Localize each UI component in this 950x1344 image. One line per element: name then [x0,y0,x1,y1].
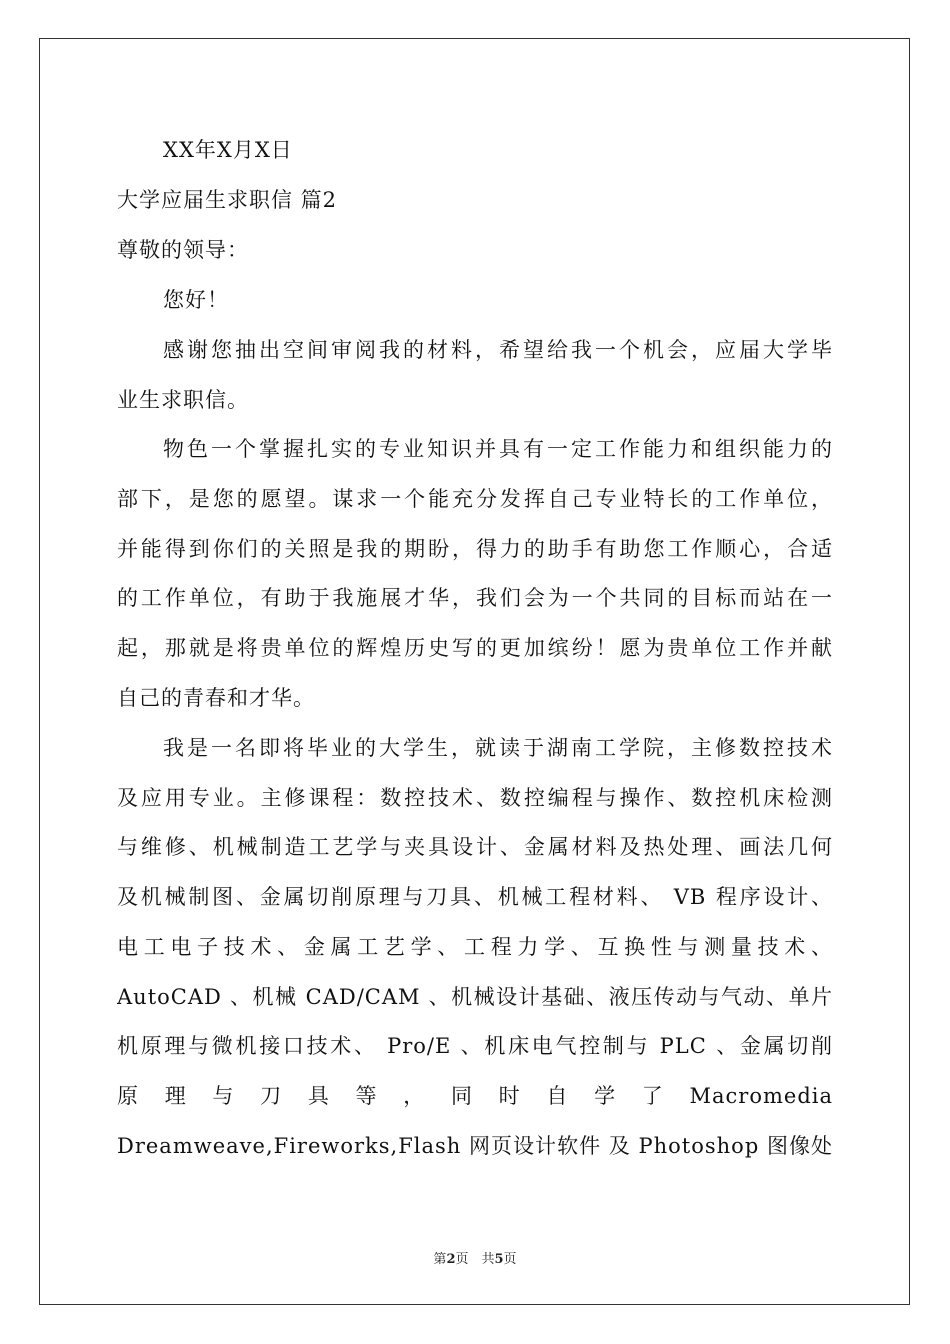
page-suffix: 页 [503,1252,517,1267]
greeting: 您好！ [163,288,229,312]
letter-title: 大学应届生求职信 篇2 [117,188,338,212]
total-page-number: 5 [494,1252,504,1267]
paragraph-3-line-2: 及应用专业。主修课程：数控技术、数控编程与操作、数控机床检测 [117,786,833,810]
page-mid: 页 共 [455,1252,495,1267]
date-line: XX年X月X日 [163,138,293,162]
paragraph-1-line-2: 业生求职信。 [117,388,249,412]
paragraph-3-line-5: 电工电子技术、金属工艺学、工程力学、互换性与测量技术、 [117,935,833,959]
paragraph-3-line-3: 与维修、机械制造工艺学与夹具设计、金属材料及热处理、画法几何 [117,835,833,859]
paragraph-3-line-1: 我是一名即将毕业的大学生，就读于湖南工学院，主修数控技术 [163,736,833,760]
paragraph-3-line-4: 及机械制图、金属切削原理与刀具、机械工程材料、 VB 程序设计、 [117,885,833,909]
salutation: 尊敬的领导： [117,238,249,262]
paragraph-2-line-3: 并能得到你们的关照是我的期盼，得力的助手有助您工作顺心，合适 [117,537,833,561]
paragraph-3-line-6: AutoCAD 、机械 CAD/CAM 、机械设计基础、液压传动与气动、单片 [117,985,833,1009]
paragraph-2-line-6: 自己的青春和才华。 [117,686,315,710]
paragraph-3-line-9: Dreamweave,Fireworks,Flash 网页设计软件 及 Photoshop 图像处 [117,1134,833,1158]
paragraph-3-line-7: 机原理与微机接口技术、 Pro/E 、机床电气控制与 PLC 、金属切削 [117,1034,833,1058]
paragraph-3-line-8: 原 理 与 刀 具 等 ， 同 时 自 学 了 Macromedia [117,1084,833,1108]
current-page-number: 2 [446,1252,456,1267]
paragraph-2-line-4: 的工作单位，有助于我施展才华，我们会为一个共同的目标而站在一 [117,586,833,610]
paragraph-1-line-1: 感谢您抽出空间审阅我的材料，希望给我一个机会，应届大学毕 [163,338,833,362]
page-border [39,38,910,1305]
paragraph-2-line-5: 起，那就是将贵单位的辉煌历史写的更加缤纷！愿为贵单位工作并献 [117,636,833,660]
paragraph-2-line-2: 部下，是您的愿望。谋求一个能充分发挥自己专业特长的工作单位， [117,487,833,511]
page-prefix: 第 [433,1252,447,1267]
page-indicator [0,1248,950,1267]
paragraph-2-line-1: 物色一个掌握扎实的专业知识并具有一定工作能力和组织能力的 [163,437,833,461]
